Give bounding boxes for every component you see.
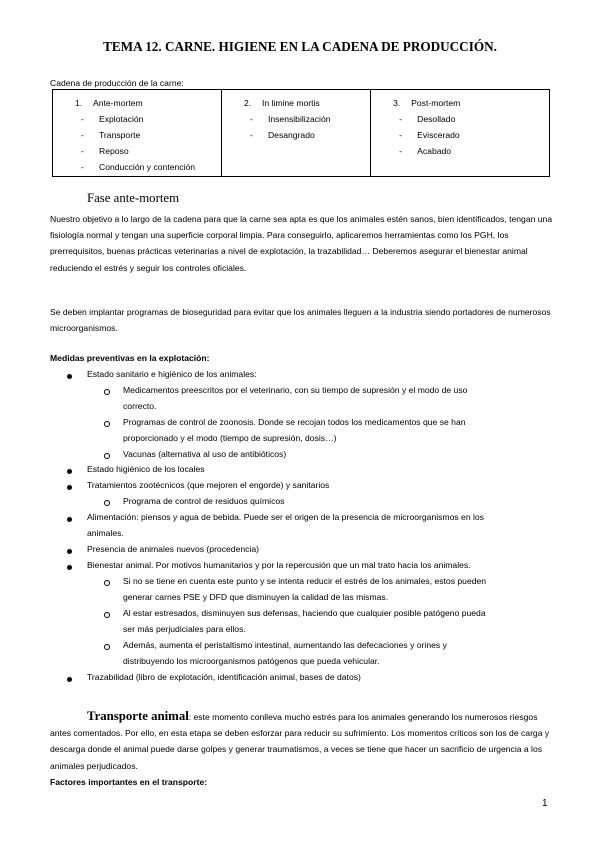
- sub-bullet-icon: [104, 612, 110, 618]
- bullet-icon: [67, 565, 72, 570]
- chain-column-postmortem: [371, 90, 550, 177]
- bullet-icon: [67, 485, 72, 490]
- paragraph-text: Se deben implantar programas de bioseguridad para evitar que los animales lleguen a la industria siendo portadores de numerosos microorganismos.: [50, 307, 551, 334]
- chain-item-text: Acabado: [417, 146, 452, 156]
- dash-marker: -: [81, 146, 84, 156]
- section-heading-antemortem: Fase ante-mortem: [87, 191, 180, 205]
- paragraph-biosecurity: [50, 304, 555, 336]
- dash-marker: -: [399, 130, 403, 140]
- chain-column-heading: [244, 96, 370, 112]
- measure-subitem: Programa de control de residuos químicos: [123, 496, 285, 506]
- measure-item-continuation: animales.: [87, 528, 124, 538]
- chain-column-title: Ante-mortem: [93, 98, 143, 108]
- chain-item-text: Insensibilización: [267, 114, 331, 124]
- chain-item: [53, 144, 221, 160]
- chain-item-list: [53, 112, 221, 176]
- chain-item: [53, 112, 221, 128]
- dash-marker: -: [81, 114, 84, 124]
- measure-subitem: Medicamentos preescritos por el veterinario, con su tiempo de supresión y el modo de uso: [123, 385, 468, 395]
- sub-bullet-icon: [104, 389, 110, 395]
- dash-marker: -: [81, 162, 84, 172]
- chain-column-heading: [75, 96, 221, 112]
- chain-item-text: Transporte: [99, 130, 141, 140]
- chain-item-text: Explotación: [99, 114, 144, 124]
- paragraph-objective: [50, 211, 555, 276]
- dash-marker: -: [249, 130, 253, 140]
- sub-bullet-icon: [104, 500, 110, 506]
- measure-item: Trazabilidad (libro de explotación, identificación animal, bases de datos): [87, 672, 361, 682]
- chain-item: [371, 128, 549, 144]
- measure-item: Alimentación: piensos y agua de bebida. Puede ser el origen de la presencia de microorganismos en los: [87, 512, 484, 522]
- transport-section: [50, 708, 555, 790]
- paragraph-text: Nuestro objetivo a lo largo de la cadena para que la carne sea apta es que los animales estén sanos, bien identificados, tengan una fisiología normal y tengan una superficie corporal limpia. Para conseguirlo, aplicaremos herramientas como los PGH, los prerrequisitos, buenas prácticas veterinarias a nivel de explotación, la trazabilidad… Deberemos asegurar el bienestar animal reduciendo el estrés y seguir los controles oficiales.: [50, 214, 553, 273]
- measure-subitem: Al estar estresados, disminuyen sus defensas, haciendo que cualquier posible patógeno pueda: [123, 608, 486, 618]
- chain-item: [222, 112, 370, 128]
- chain-item: [53, 128, 221, 144]
- measure-subitem-continuation: ser más perjudiciales para ellos.: [123, 624, 246, 634]
- chain-item-list: [371, 112, 549, 160]
- dash-marker: -: [399, 114, 403, 124]
- measure-subitem: Vacunas (alternativa al uso de antibióticos): [123, 449, 287, 459]
- chain-item-text: Conducción y contención: [99, 162, 196, 172]
- sub-bullet-icon: [104, 580, 110, 586]
- measure-subitem: Programas de control de zoonosis. Donde se recojan todos los medicamentos que se han: [123, 417, 466, 427]
- measure-subitem-continuation: correcto.: [123, 401, 157, 411]
- measure-item: Estado sanitario e higiénico de los animales:: [87, 369, 257, 379]
- chain-item-text: Desangrado: [267, 130, 315, 140]
- chain-column-heading: [393, 96, 549, 112]
- sub-bullet-icon: [104, 644, 110, 650]
- production-chain-table: [52, 89, 550, 177]
- bullet-icon: [67, 677, 72, 682]
- bullet-icon: [67, 469, 72, 474]
- chain-item-text: Eviscerado: [417, 130, 460, 140]
- chain-column-number: 1.: [75, 98, 83, 108]
- measure-item: Bienestar animal. Por motivos humanitarios y por la repercusión que un mal trato hacia los animales.: [87, 560, 471, 570]
- measure-subitem: Además, aumenta el peristaltismo intestinal, aumentando las defecaciones y orines y: [123, 640, 447, 650]
- measure-subitem-continuation: generar carnes PSE y DFD que disminuyen la calidad de las mismas.: [123, 592, 389, 602]
- page-number: 1: [542, 798, 548, 809]
- measure-item: Tratamientos zootécnicos (que mejoren el engorde) y sanitarios: [87, 480, 330, 490]
- chain-item: [371, 144, 549, 160]
- dash-marker: -: [399, 146, 403, 156]
- chain-item-text: Reposo: [99, 146, 129, 156]
- chain-column-number: 2.: [243, 98, 252, 108]
- chain-column-title: In limine mortis: [261, 98, 320, 108]
- sub-bullet-icon: [104, 421, 110, 427]
- measure-subitem-continuation: distribuyendo los microorganismos patógenos que pueda vehicular.: [123, 656, 380, 666]
- measure-subitem-continuation: proporcionado y el modo (tiempo de supresión, dosis…): [123, 433, 337, 443]
- chain-column-number: 3.: [393, 98, 401, 108]
- dash-marker: -: [249, 114, 253, 124]
- chain-column-antemortem: [53, 90, 222, 177]
- chain-column-in-limine-mortis: [221, 90, 370, 177]
- section-heading-transporte: Transporte animal: [87, 709, 189, 723]
- chain-item: [222, 128, 370, 144]
- chain-item-list: [222, 112, 370, 144]
- document-title: TEMA 12. CARNE. HIGIENE EN LA CADENA DE PRODUCCIÓN.: [103, 39, 497, 54]
- bullet-icon: [67, 549, 72, 554]
- chain-item: [371, 112, 549, 128]
- bullet-icon: [67, 517, 72, 522]
- measure-item: Presencia de animales nuevos (procedencia): [87, 544, 259, 554]
- measure-subitem: Si no se tiene en cuenta este punto y se intenta reducir el estrés de los animales, estos pueden: [123, 576, 487, 586]
- chain-item-text: Desollado: [417, 114, 456, 124]
- bullet-icon: [67, 374, 72, 379]
- transport-factors-heading: Factores importantes en el transporte:: [50, 776, 208, 787]
- measure-item: Estado higiénico de los locales: [87, 464, 205, 474]
- chain-item: [53, 160, 221, 176]
- chain-caption: Cadena de producción de la carne:: [50, 78, 184, 88]
- measures-heading: Medidas preventivas en la explotación:: [50, 353, 210, 363]
- transport-intro: : este momento conlleva mucho estrés para los animales generando los numerosos riesgos antes comentados. Por ello, en esta etapa se deben esforzar para reducir su sufrimiento. Los momentos críticos son los de carga y descarga donde el animal puede darse golpes y generar traumatismos, a veces se tiene que hacer un sacrificio de urgencia a los animales perjudicados.: [50, 712, 550, 771]
- sub-bullet-icon: [104, 453, 110, 459]
- chain-column-title: Post-mortem: [411, 98, 461, 108]
- dash-marker: -: [81, 130, 84, 140]
